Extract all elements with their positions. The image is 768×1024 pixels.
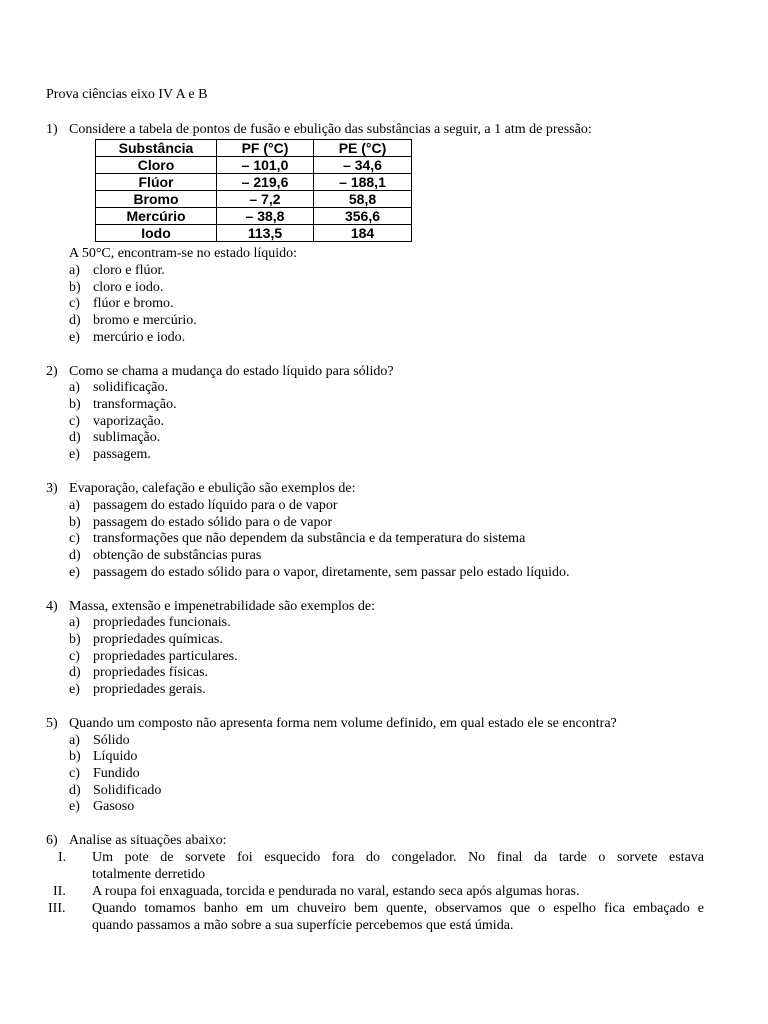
table-cell: – 7,2 (217, 191, 314, 208)
document-page: Prova ciências eixo IV A e B 1) Considere a tabela de pontos de fusão e ebulição das substâncias a seguir, a 1 atm de pressão: Substância PF (°C) PE (°C) Cloro – 101,0 – 34,6 Flúor – 219,6 – 188,1 Bromo – 7,2 58,8 Mercúrio – 38,8 356,6 Iodo 113,5 184 A 50°C, encontram-se no estado líquido: a) cloro e flúor. b) cloro e iodo. c) flúor e bromo. d) bromo e mercúrio. e) mercúrio e iodo. 2) Como se chama a mudança do estado líquido para sólido? a) solidificação. b) transformação. c) vaporização. d) sublimação. e) passagem. 3) Evaporação, calefação e ebulição são exemplos de: a) passagem do estado líquido para o de vapor b) passagem do estado sólido para o de vapor c) transformações que não dependem da substância e da temperatura do sistema d) obtenção de substâncias puras e) passagem do estado sólido para o vapor, diretamente, sem passar pelo estado líquido. 4) Massa, extensão e impenetrabilidade são exemplos de: a) propriedades funcionais. b) propriedades químicas. c) propriedades particulares. d) propriedades físicas. e) propriedades gerais. 5) Quando um composto não apresenta forma nem volume definido, em qual estado ele se encontra? a) Sólido b) Líquido c) Fundido d) Solidificado e) Gasoso 6) Analise as situações abaixo: I. Um pote de sorvete foi esquecido fora do congelador. No final da tarde o sorvete estava totalmente derretido II. A roupa foi enxaguada, torcida e pendurada no varal, estando seca após algumas horas. III. Quando tomamos banho em um chuveiro bem quente, observamos que o espelho fica embaçado e quando passamos a mão sobre a sua superfície percebemos que está úmida. (46, 87, 704, 933)
table-cell: Bromo (96, 191, 217, 208)
question-4-number: 4) (46, 599, 58, 614)
table-row (96, 157, 412, 174)
table-cell: 184 (314, 225, 412, 242)
table-row (96, 225, 412, 242)
table-header-cell: PE (°C) (314, 140, 412, 157)
question-6-number: 6) (46, 833, 58, 848)
question-3-number: 3) (46, 481, 58, 496)
table-row (96, 174, 412, 191)
table-cell: – 38,8 (217, 208, 314, 225)
table-header-cell: PF (°C) (217, 140, 314, 157)
question-5-number: 5) (46, 716, 58, 731)
item-iii-line1: Quando tomamos banho em um chuveiro bem quente, observamos que o espelho fica embaçado e (92, 901, 704, 916)
table-cell: – 101,0 (217, 157, 314, 174)
table-cell: 113,5 (217, 225, 314, 242)
table-header-row (96, 140, 412, 157)
question-2-number: 2) (46, 364, 58, 379)
table-cell: – 34,6 (314, 157, 412, 174)
table-cell: 356,6 (314, 208, 412, 225)
table-cell: Mercúrio (96, 208, 217, 225)
table-cell: Cloro (96, 157, 217, 174)
item-i-line2: totalmente derretido (92, 867, 206, 882)
item-i-line1: Um pote de sorvete foi esquecido fora do congelador. No final da tarde o sorvete estava (92, 850, 704, 865)
table-row (96, 208, 412, 225)
item-iii-line2: quando passamos a mão sobre a sua superfície percebemos que está úmida. (92, 918, 514, 933)
question-1-number: 1) (46, 122, 58, 137)
table-cell: Flúor (96, 174, 217, 191)
item-roman-iii: III. (48, 901, 66, 916)
item-ii-line1: A roupa foi enxaguada, torcida e pendurada no varal, estando seca após algumas horas. (92, 884, 580, 899)
question-3-text: Evaporação, calefação e ebulição são exemplos de: (69, 481, 356, 496)
page-title: Prova ciências eixo IV A e B (46, 87, 208, 102)
item-roman-ii: II. (53, 884, 66, 899)
substance-table (95, 139, 412, 242)
table-cell: 58,8 (314, 191, 412, 208)
table-cell: – 219,6 (217, 174, 314, 191)
question-2-text: Como se chama a mudança do estado líquido para sólido? (69, 364, 394, 379)
table-cell: – 188,1 (314, 174, 412, 191)
question-4-text: Massa, extensão e impenetrabilidade são exemplos de: (69, 599, 375, 614)
question-1-prompt: A 50°C, encontram-se no estado líquido: (69, 246, 298, 261)
table-header-cell: Substância (96, 140, 217, 157)
table-row (96, 191, 412, 208)
question-1-text: Considere a tabela de pontos de fusão e ebulição das substâncias a seguir, a 1 atm de pressão: (69, 122, 592, 137)
item-roman-i: I. (58, 850, 67, 865)
question-6-text: Analise as situações abaixo: (69, 833, 227, 848)
table-cell: Iodo (96, 225, 217, 242)
question-5-text: Quando um composto não apresenta forma nem volume definido, em qual estado ele se encontra? (69, 716, 617, 731)
